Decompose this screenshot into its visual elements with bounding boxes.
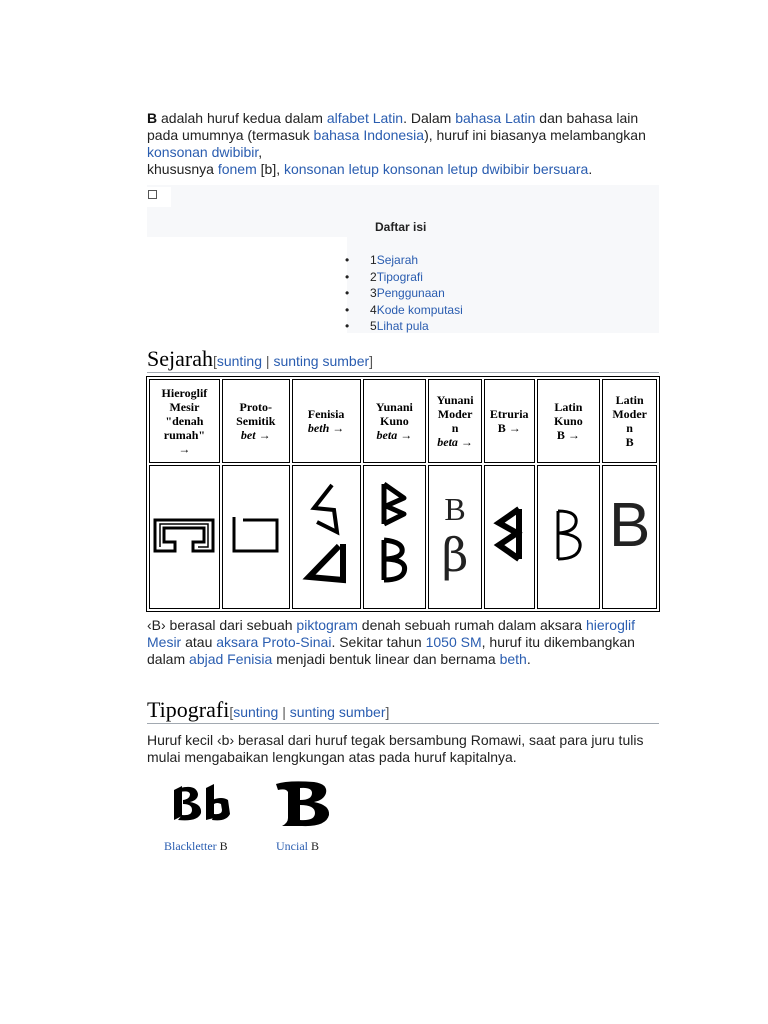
- glyph-cell: [484, 465, 535, 609]
- edit-source-link[interactable]: sunting sumber: [273, 353, 370, 369]
- toc-title: Daftar isi: [375, 220, 427, 234]
- bracket: ]: [385, 704, 390, 720]
- etruscan-b-glyph: [489, 505, 529, 565]
- header-line: Kuno: [554, 414, 583, 428]
- glyph-cell: [363, 465, 427, 609]
- header-proto-semitik: [222, 379, 290, 463]
- modern-latin-glyph: B: [608, 491, 651, 560]
- hieroglyph-house-glyph: [153, 517, 215, 553]
- paragraph-text: atau: [181, 634, 217, 650]
- header-line: n: [626, 421, 633, 435]
- glyph-cell: [602, 465, 657, 609]
- toc-link-penggunaan[interactable]: Penggunaan: [376, 286, 445, 300]
- toc-number: 1: [370, 253, 377, 267]
- header-latin-kuno: [537, 379, 601, 463]
- header-line: Etruria: [489, 407, 529, 421]
- table-glyph-row: [149, 465, 657, 609]
- toc-toggle-checkbox[interactable]: [148, 190, 157, 199]
- header-line: Hieroglif: [161, 386, 208, 400]
- intro-text: . Dalam: [403, 110, 456, 126]
- link-abjad-fenisia[interactable]: abjad Fenisia: [189, 651, 273, 667]
- caption-text: B: [308, 839, 320, 853]
- header-line: n: [451, 421, 459, 435]
- link-hieroglif-mesir[interactable]: hieroglif Mesir: [147, 617, 635, 650]
- glyph-cell: [428, 465, 482, 609]
- header-line: B: [625, 435, 634, 449]
- header-line: Latin: [615, 393, 644, 407]
- header-line: Latin: [554, 400, 583, 414]
- link-alfabet-latin[interactable]: alfabet Latin: [326, 110, 404, 126]
- intro-text: [b],: [256, 161, 284, 177]
- paragraph-text: menjadi bentuk linear dan bernama: [272, 651, 500, 667]
- greek-lower-glyph: β: [441, 528, 469, 582]
- edit-link[interactable]: sunting: [233, 704, 279, 720]
- intro-text: ), huruf ini biasanya melambangkan: [424, 127, 646, 143]
- edit-link[interactable]: sunting: [216, 353, 263, 369]
- figure-caption-uncial: [276, 839, 319, 854]
- header-etruria: [484, 379, 535, 463]
- header-line: Yunani: [436, 393, 474, 407]
- header-line: Semitik: [236, 414, 276, 428]
- header-yunani-kuno: [363, 379, 427, 463]
- intro-text: dan bahasa lain pada umumnya (termasuk: [147, 110, 639, 143]
- link-bahasa-indonesia[interactable]: bahasa Indonesia: [313, 127, 425, 143]
- paragraph-text: ‹B› berasal dari sebuah: [147, 617, 297, 633]
- intro-text: adalah huruf kedua dalam: [157, 110, 327, 126]
- intro-text: ,: [258, 144, 263, 160]
- link-beth[interactable]: beth: [499, 651, 527, 667]
- section-title: Sejarah: [147, 346, 213, 371]
- bracket: [: [212, 353, 217, 369]
- header-line: →: [178, 442, 191, 456]
- header-line: Mesir: [169, 400, 200, 414]
- sejarah-paragraph: [147, 617, 647, 668]
- link-aksara-proto-sinai[interactable]: aksara Proto-Sinai: [216, 634, 332, 650]
- caption-text: B: [216, 839, 228, 853]
- toc-link-kode-komputasi[interactable]: Kode komputasi: [376, 302, 463, 317]
- header-line: B →: [497, 421, 521, 435]
- header-name: beta →: [376, 428, 413, 442]
- glyph-cell: [149, 465, 220, 609]
- paragraph-text: denah sebuah rumah dalam aksara: [357, 617, 586, 633]
- toc-item[interactable]: [345, 252, 463, 269]
- paragraph-text: .: [526, 651, 531, 667]
- header-line: rumah": [163, 428, 206, 442]
- toc-list: [345, 252, 463, 335]
- letter-history-table: [146, 376, 660, 612]
- glyph-cell: [292, 465, 361, 609]
- toc-left-gap: [147, 237, 347, 333]
- table-header-row: [149, 379, 657, 463]
- toc-link-sejarah[interactable]: Sejarah: [376, 253, 419, 267]
- header-line: Moder: [437, 407, 473, 421]
- bracket: ]: [369, 353, 374, 369]
- header-line: Proto-: [239, 400, 272, 414]
- link-konsonan-letup[interactable]: konsonan letup konsonan letup dwibibir bersuara: [283, 161, 589, 177]
- toc-number: 2: [370, 269, 377, 284]
- toc-item[interactable]: [345, 318, 463, 335]
- figure-caption-blackletter: [164, 839, 228, 854]
- header-name: beth →: [307, 421, 345, 435]
- toc-link-lihat-pula[interactable]: Lihat pula: [376, 319, 429, 333]
- intro-text: khususnya: [147, 161, 218, 177]
- link-piktogram[interactable]: piktogram: [296, 617, 358, 633]
- old-latin-b-glyph: [548, 505, 588, 565]
- separator: |: [262, 353, 274, 369]
- intro-text: .: [588, 161, 593, 177]
- section-title: Tipografi: [147, 697, 230, 722]
- link-bahasa-latin[interactable]: bahasa Latin: [455, 110, 536, 126]
- header-yunani-modern: [428, 379, 482, 463]
- toc-item[interactable]: [345, 285, 463, 302]
- header-latin-modern: [602, 379, 657, 463]
- separator: |: [278, 704, 290, 720]
- tipografi-paragraph: Huruf kecil ‹b› berasal dari huruf tegak bersambung Romawi, saat para juru tulis mulai mengabaikan lengkungan atas pada huruf kapitalnya.: [147, 732, 644, 765]
- edit-source-link[interactable]: sunting sumber: [289, 704, 386, 720]
- header-hieroglif: [149, 379, 220, 463]
- section-heading-sejarah: [147, 346, 659, 373]
- section-heading-tipografi: [147, 697, 659, 724]
- toc-number: 4: [370, 302, 377, 317]
- link-konsonan-dwibibir[interactable]: konsonan dwibibir: [147, 144, 259, 160]
- uncial-b-image: [274, 780, 334, 828]
- greek-upper-glyph: B: [444, 491, 466, 527]
- header-line: "denah: [165, 414, 204, 428]
- toc-item[interactable]: [345, 269, 463, 286]
- header-fenisia: [292, 379, 361, 463]
- header-line: Fenisia: [307, 407, 345, 421]
- header-line: Moder: [612, 407, 647, 421]
- header-name: bet →: [240, 428, 271, 442]
- ancient-greek-beta-glyph: [374, 480, 414, 590]
- toc-item[interactable]: [345, 302, 463, 319]
- proto-semitic-bet-glyph: [231, 515, 281, 555]
- toc-number: 3: [370, 286, 377, 300]
- edit-links: [213, 353, 373, 369]
- header-line: Kuno: [380, 414, 409, 428]
- header-line: B →: [556, 428, 580, 442]
- glyph-cell: [222, 465, 290, 609]
- paragraph-text: . Sekitar tahun: [331, 634, 426, 650]
- intro-letter: B: [147, 110, 158, 126]
- link-uncial[interactable]: Uncial: [276, 839, 308, 853]
- glyph-cell: [537, 465, 601, 609]
- toc-link-tipografi[interactable]: Tipografi: [376, 269, 423, 284]
- paragraph-text: , huruf itu dikembangkan dalam: [147, 634, 635, 667]
- link-fonem[interactable]: fonem: [217, 161, 257, 177]
- header-name: beta →: [437, 435, 473, 449]
- toc-number: 5: [370, 319, 377, 333]
- intro-paragraph: [147, 110, 662, 178]
- bracket: [: [229, 704, 234, 720]
- edit-links: [229, 704, 389, 720]
- link-1050-sm[interactable]: 1050 SM: [425, 634, 482, 650]
- link-blackletter[interactable]: Blackletter: [164, 839, 217, 853]
- phoenician-beth-glyph: [301, 480, 351, 590]
- header-line: Yunani: [375, 400, 413, 414]
- blackletter-bb-image: [170, 784, 234, 824]
